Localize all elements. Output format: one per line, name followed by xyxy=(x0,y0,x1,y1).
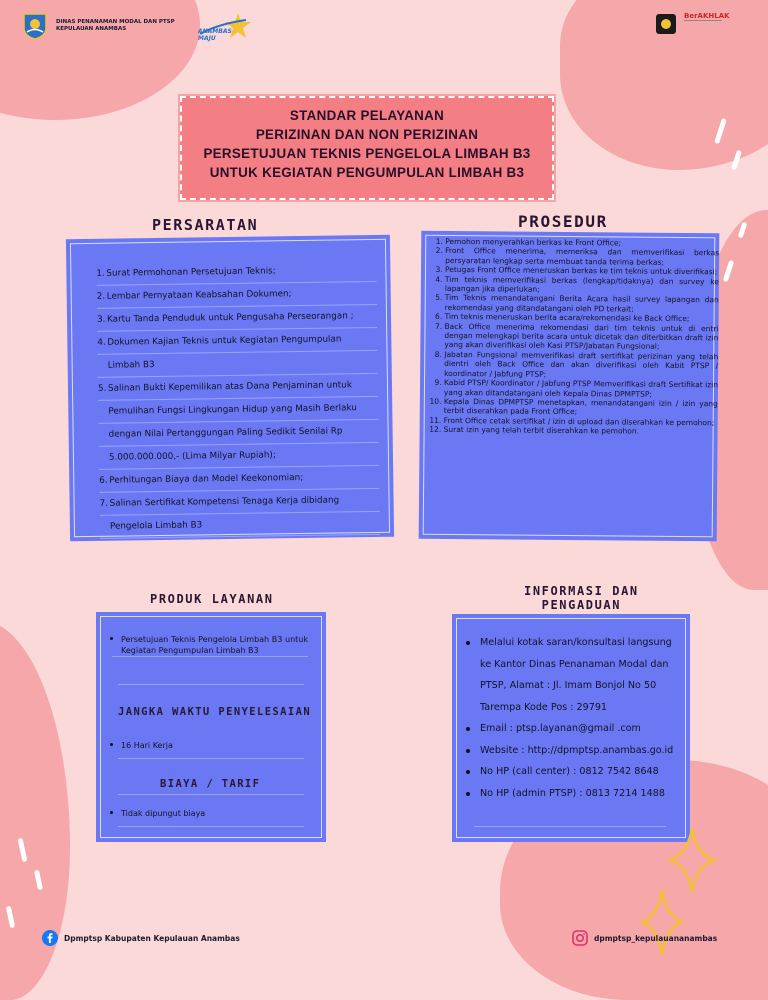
prosedur-heading: PROSEDUR xyxy=(518,212,608,231)
address-line1: Melalui kotak saran/konsultasi langsung xyxy=(480,632,678,654)
informasi-blank-line xyxy=(474,826,666,827)
facebook-name: Dpmptsp Kabupaten Kepulauan Anambas xyxy=(64,934,240,943)
row-text: Surat Permohonan Persetujuan Teknis; xyxy=(106,266,275,278)
row-num: 6. xyxy=(99,470,109,492)
org-name xyxy=(56,19,176,33)
prosedur-item: 5. Tim Teknis menandatangani Berita Acara hasil survey lapangan dan rekomendasi yang ditandatangani oleh PD terkait; xyxy=(445,293,719,314)
biaya-item-row xyxy=(112,808,308,819)
row-text: Salinan Sertifikat Kompetensi Tenaga Kerja dibidang xyxy=(110,495,340,508)
jangka-heading: JANGKA WAKTU PENYELESAIAN xyxy=(118,706,311,718)
address-line3: PTSP, Alamat : Jl. Imam Bonjol No 50 xyxy=(480,675,678,697)
title-line3: PERSETUJUAN TEKNIS PENGELOLA LIMBAH B3 xyxy=(182,144,552,163)
prosedur-item: 10. Kepala Dinas DPMPTSP menetapkan, menandatangani izin / izin yang terbit diserahkan pada Front Office; xyxy=(444,397,718,418)
row-num: 2. xyxy=(97,286,107,308)
org-name-line2: KEPULAUAN ANAMBAS xyxy=(56,26,176,33)
berakhlak-logo xyxy=(684,12,730,31)
jangka-item-row xyxy=(112,740,308,751)
title-line2: PERIZINAN DAN NON PERIZINAN xyxy=(182,125,552,144)
title-line4: UNTUK KEGIATAN PENGUMPULAN LIMBAH B3 xyxy=(182,163,552,182)
prosedur-item: 2. Front Office menerima, memeriksa dan memverifikasi berkas persyaratan lengkap serta membuat tanda terima berkas; xyxy=(445,246,719,267)
header-org xyxy=(22,12,176,40)
prosedur-item: 11. Front Office cetak sertifikat / izin di upload dan diserahkan ke pemohon; xyxy=(444,416,718,428)
prosedur-panel xyxy=(419,231,720,542)
berakhlak-text: BerAKHLAK xyxy=(684,12,730,20)
jangka-blank-line xyxy=(118,758,304,759)
footer-facebook[interactable] xyxy=(42,930,240,946)
produk-item-row xyxy=(112,634,308,657)
bullet-dot xyxy=(466,641,470,645)
biaya-heading: BIAYA / TARIF xyxy=(160,778,260,790)
informasi-heading-line2: PENGADUAN xyxy=(524,598,639,612)
row-num: 4. xyxy=(97,332,107,354)
persyaratan-row xyxy=(100,512,380,539)
anambas-maju-logo xyxy=(198,12,254,42)
informasi-list xyxy=(466,632,678,804)
row-text: Dokumen Kajian Teknis untuk Kegiatan Pengumpulan xyxy=(107,334,341,347)
partner-logo-icon xyxy=(656,14,676,34)
prosedur-item: 12. Surat izin yang telah terbit diserahkan ke pemohon. xyxy=(444,425,718,437)
regency-emblem-icon xyxy=(22,12,48,40)
row-text: Pemulihan Fungsi Lingkungan Hidup yang Masih Berlaku xyxy=(108,403,357,416)
berakhlak-underline xyxy=(684,20,722,31)
prosedur-item: 1. Pemohon menyerahkan berkas ke Front Office; xyxy=(445,237,719,249)
prosedur-item: 7. Back Office menerima rekomendasi dari tim teknis untuk di entri dengan melengkapi berita acara untuk dicetak dan diterbitkan draft izin yang akan diverifikasi oleh Kasi PTSP/Jabatan Fungsional; xyxy=(444,322,718,353)
partner-logo xyxy=(656,14,676,34)
row-text: Lembar Pernyataan Keabsahan Dokumen; xyxy=(107,289,292,302)
row-text: Salinan Bukti Kepemilikan atas Dana Penjaminan untuk xyxy=(108,380,352,393)
informasi-address xyxy=(466,632,678,718)
title-line1: STANDAR PELAYANAN xyxy=(182,106,552,125)
bullet-dot xyxy=(466,792,470,796)
email-text: Email : ptsp.layanan@gmail .com xyxy=(480,723,641,734)
informasi-hp-call xyxy=(466,761,678,783)
informasi-email xyxy=(466,718,678,740)
produk-heading: PRODUK LAYANAN xyxy=(150,592,274,606)
produk-blank-line xyxy=(118,684,304,685)
prosedur-item: 3. Petugas Front Office meneruskan berkas ke tim teknis untuk diverifikasi; xyxy=(445,265,719,277)
row-num: 1. xyxy=(96,263,106,285)
footer-instagram[interactable] xyxy=(572,930,717,946)
title-box xyxy=(180,96,554,200)
prosedur-item: 8. Jabatan Fungsional memverifikasi draft sertifikat perizinan yang telah dientri oleh Back Office dan akan diverifikasi oleh Kabit PTSP / koordinator / Jabfung PTSP; xyxy=(444,350,718,381)
org-name-line1: DINAS PENANAMAN MODAL DAN PTSP xyxy=(56,19,176,26)
prosedur-item: 4. Tim teknis memverifikasi berkas (lengkap/tidaknya) dan survey ke lapangan jika diperlukan; xyxy=(445,275,719,296)
row-text: 5.000.000.000,- (Lima Milyar Rupiah); xyxy=(109,450,276,462)
informasi-hp-admin xyxy=(466,783,678,805)
produk-item: Persetujuan Teknis Pengelola Limbah B3 untuk Kegiatan Pengumpulan Limbah B3 xyxy=(112,634,308,657)
jangka-item: 16 Hari Kerja xyxy=(112,740,308,751)
row-text: dengan Nilai Pertanggungan Paling Sedikit Senilai Rp xyxy=(109,426,343,439)
bullet-dot xyxy=(466,770,470,774)
row-num: 5. xyxy=(98,378,108,400)
hp-call-text: No HP (call center) : 0812 7542 8648 xyxy=(480,766,659,777)
prosedur-item: 6. Tim teknis meneruskan berita acara/rekomendasi ke Back Office; xyxy=(445,312,719,324)
biaya-rule xyxy=(118,794,304,795)
row-text: Pengelola Limbah B3 xyxy=(110,520,202,531)
bullet-dot xyxy=(466,749,470,753)
bullet-dot xyxy=(110,637,113,640)
facebook-icon xyxy=(42,930,58,946)
prosedur-item: 9. Kabid PTSP/ Koordinator / Jabfung PTSP Memverifikasi draft Sertifikat izin yang akan ditandatangani oleh Kepala Dinas DPMPTSP; xyxy=(444,378,718,399)
instagram-icon xyxy=(572,930,588,946)
row-text: Perhitungan Biaya dan Model Keekonomian; xyxy=(109,473,303,486)
hp-admin-text: No HP (admin PTSP) : 0813 7214 1488 xyxy=(480,788,665,799)
row-num: 7. xyxy=(99,493,109,515)
row-text: Kartu Tanda Penduduk untuk Pengusaha Perseorangan ; xyxy=(107,311,354,324)
persyaratan-panel xyxy=(66,235,394,541)
informasi-website xyxy=(466,740,678,762)
biaya-blank-line xyxy=(118,826,304,827)
row-num: 3. xyxy=(97,309,107,331)
instagram-name: dpmptsp_kepulauananambas xyxy=(594,934,717,943)
produk-panel xyxy=(96,612,326,842)
persyaratan-heading: PERSARATAN xyxy=(152,216,258,234)
bullet-dot xyxy=(466,727,470,731)
row-text: Limbah B3 xyxy=(108,360,155,371)
biaya-item: Tidak dipungut biaya xyxy=(112,808,308,819)
bullet-dot xyxy=(110,811,113,814)
persyaratan-list xyxy=(96,259,380,539)
address-line2: ke Kantor Dinas Penanaman Modal dan xyxy=(480,654,678,676)
anambas-maju-text: ANAMBAS MAJU xyxy=(198,28,238,42)
informasi-panel xyxy=(452,614,690,842)
address-line4: Tarempa Kode Pos : 29791 xyxy=(480,697,678,719)
prosedur-list xyxy=(430,237,720,437)
informasi-heading-line1: INFORMASI DAN xyxy=(524,584,639,598)
website-text: Website : http://dpmptsp.anambas.go.id xyxy=(480,745,673,756)
informasi-heading xyxy=(524,584,639,612)
bullet-dot xyxy=(110,743,113,746)
